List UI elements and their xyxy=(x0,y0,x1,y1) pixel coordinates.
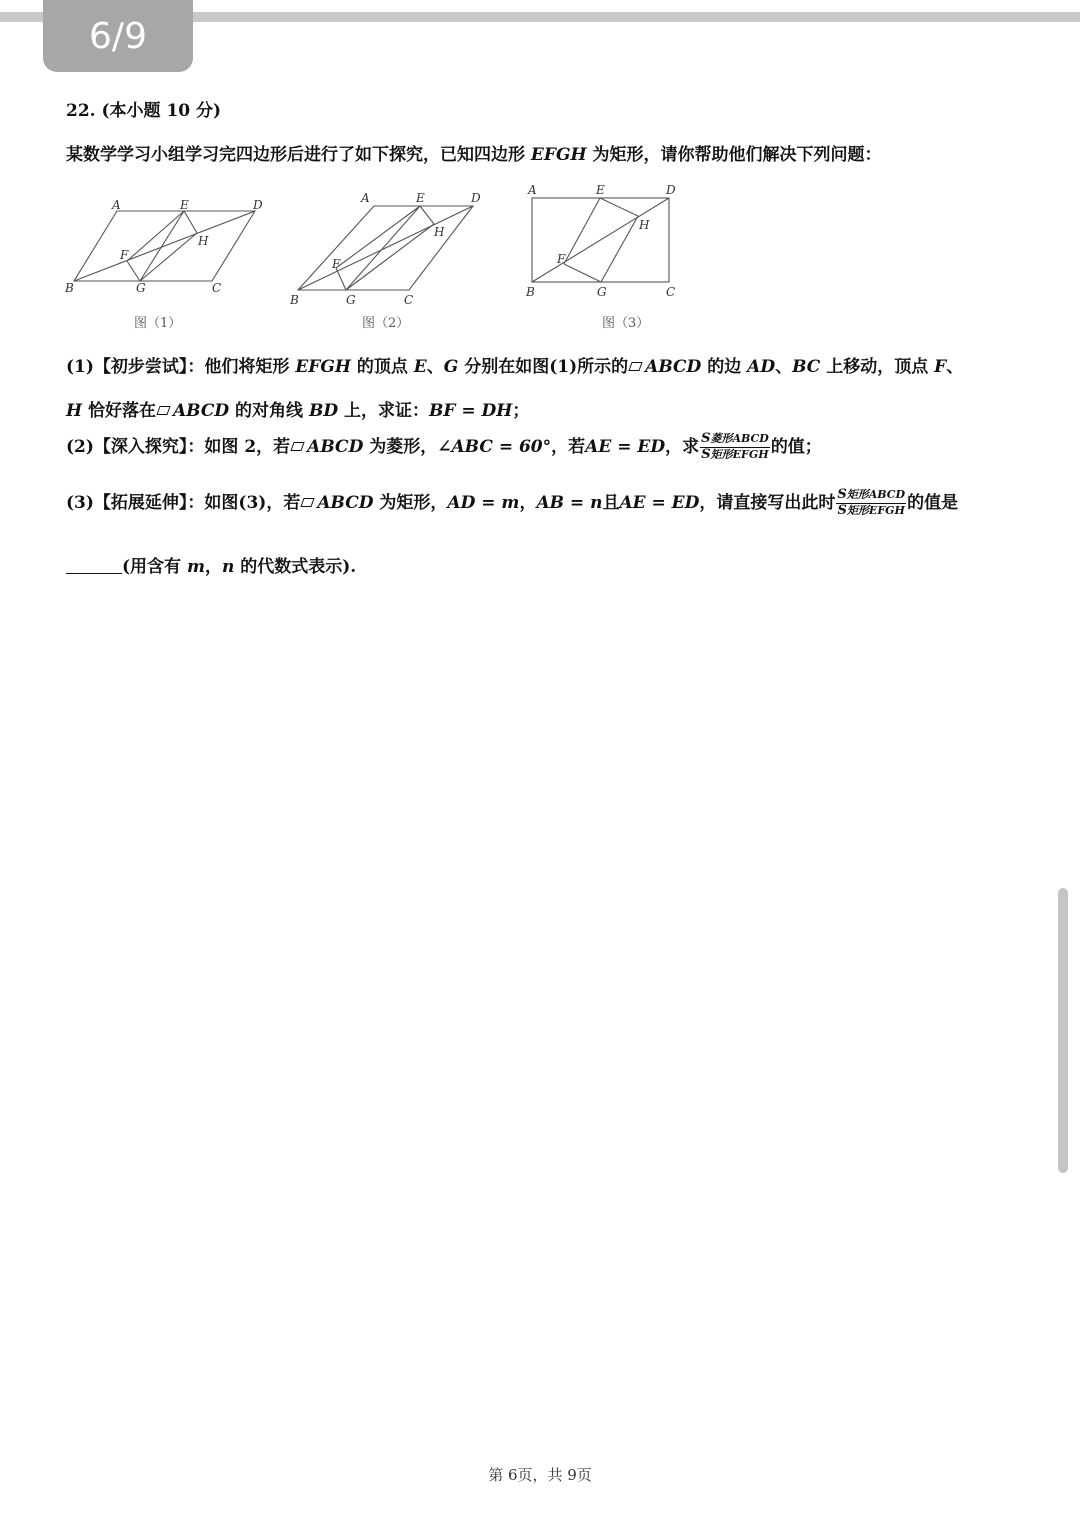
figure-3 xyxy=(520,178,690,307)
part-1-line-2: H 恰好落在 ABCD 的对角线 BD 上，求证：BF = DH； xyxy=(66,401,530,421)
page-indicator: 6/9 xyxy=(43,0,193,72)
area-ratio-fraction: $\frac{\text{S菱形ABCD}}{\text{S矩形EFGH}}$ xyxy=(701,431,769,462)
parallelogram-icon xyxy=(301,498,315,507)
figure-1-label: E xyxy=(180,198,189,212)
answer-blank[interactable] xyxy=(66,559,122,574)
figure-2-label: E xyxy=(416,191,425,205)
figure-3-label: G xyxy=(597,285,607,299)
figure-2-label: A xyxy=(361,191,370,205)
figure-1-label: H xyxy=(198,234,209,248)
figure-2-label: G xyxy=(346,293,356,307)
figure-3-label: A xyxy=(528,183,537,197)
figure-3-label: H xyxy=(639,218,650,232)
parallelogram-icon xyxy=(291,442,305,451)
page-footer: 第 6页，共 9页 xyxy=(488,1466,592,1484)
figure-2-label: D xyxy=(471,191,481,205)
area-ratio-fraction: $\frac{\text{S矩形ABCD}}{\text{S矩形EFGH}}$ xyxy=(837,487,906,518)
figure-2-label: B xyxy=(290,293,299,307)
figure-3-label: D xyxy=(666,183,676,197)
part-2: (2)【深入探究】：如图 2，若 ABCD 为菱形，∠ABC = 60°，若AE = ED，求 $\frac{\text{S菱形ABCD}}{\text{S矩形EFGH}}$ 的值； xyxy=(66,431,822,462)
figure-2 xyxy=(288,178,488,312)
figure-1-label: B xyxy=(65,281,74,295)
part-3-line-1: (3)【拓展延伸】：如图(3)，若 ABCD 为矩形，AD = m，AB = n且AE = ED，请直接写出此时 $\frac{\text{S矩形ABCD}}{\text{S矩形EFGH}}$ 的值是 xyxy=(66,487,959,518)
vertical-scrollbar[interactable] xyxy=(1058,888,1068,1173)
figure-1-label: C xyxy=(212,281,222,295)
figure-3-label: C xyxy=(666,285,676,299)
figure-2-label: H xyxy=(434,225,445,239)
figure-2-caption: 图（2） xyxy=(362,316,410,331)
figure-3-label: E xyxy=(596,183,605,197)
figure-1 xyxy=(62,178,272,307)
figure-1-caption: 图（1） xyxy=(134,316,182,331)
figure-3-label: F xyxy=(557,252,566,266)
figure-1-label: F xyxy=(120,248,129,262)
question-header: 22. (本小题 10 分) xyxy=(66,101,222,121)
part-1-line-1: (1)【初步尝试】：他们将矩形 EFGH 的顶点 E、G 分别在如图(1)所示的 ABCD 的边 AD、BC 上移动，顶点 F、 xyxy=(66,357,964,377)
figure-2-label: C xyxy=(404,293,414,307)
figure-2-label: F xyxy=(332,257,341,271)
figure-3-caption: 图（3） xyxy=(602,316,650,331)
figure-1-label: A xyxy=(112,198,121,212)
parallelogram-icon xyxy=(629,362,643,371)
part-3-line-2: (用含有 m，n 的代数式表示). xyxy=(66,552,356,577)
figure-1-label: D xyxy=(253,198,263,212)
question-intro: 某数学学习小组学习完四边形后进行了如下探究，已知四边形 EFGH 为矩形，请你帮助他们解决下列问题： xyxy=(66,145,882,165)
figure-3-label: B xyxy=(526,285,535,299)
parallelogram-icon xyxy=(156,406,170,415)
figure-1-label: G xyxy=(136,281,146,295)
